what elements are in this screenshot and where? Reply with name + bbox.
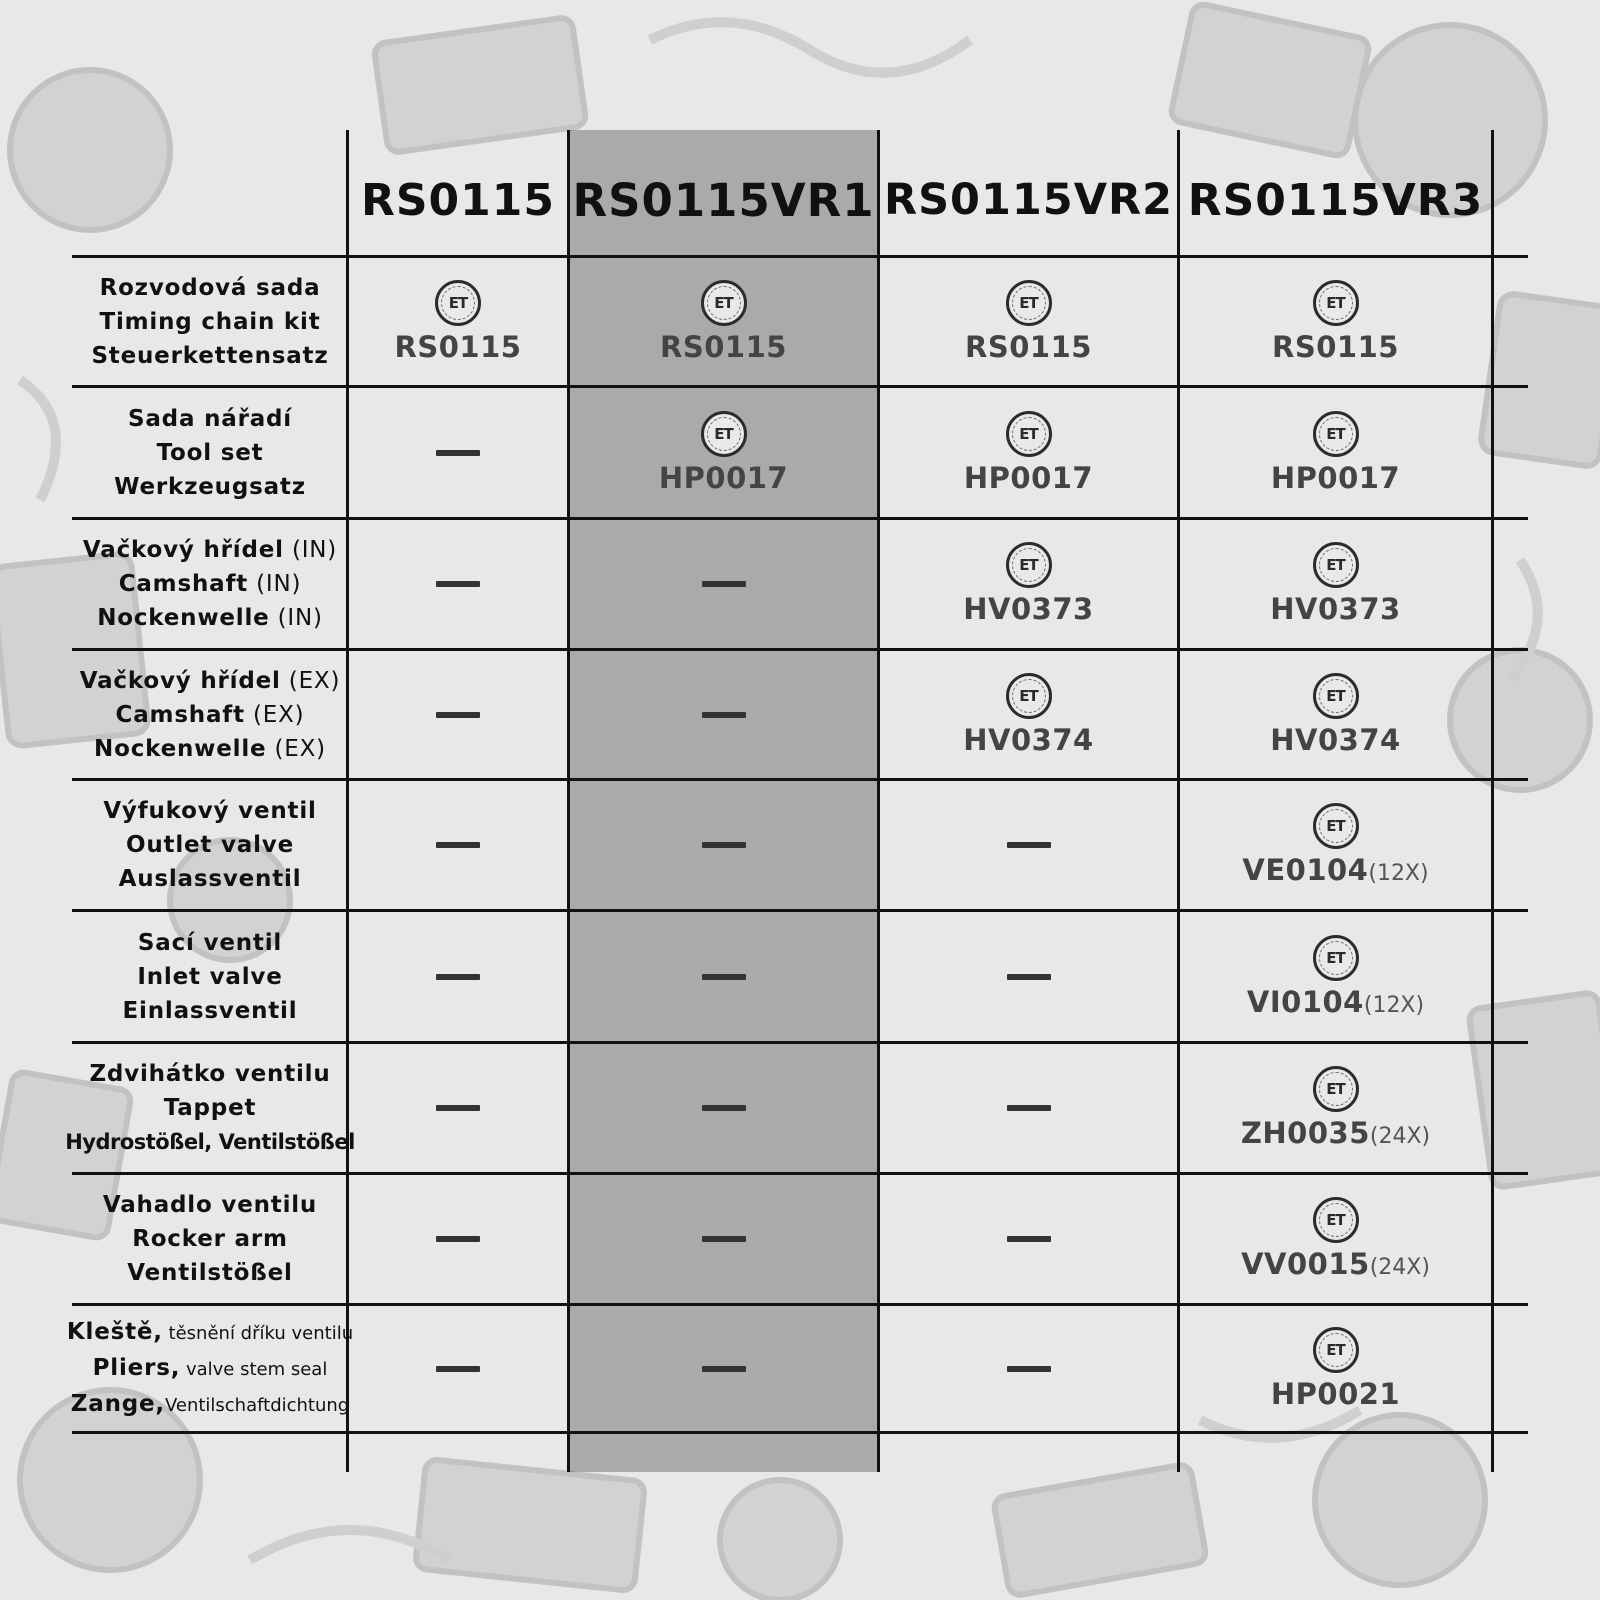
row-label-line — [132, 1222, 288, 1256]
row-label-line — [123, 994, 298, 1028]
row-label-line — [93, 1351, 328, 1387]
row-label-main: Zdvihátko ventilu — [89, 1061, 331, 1087]
row-label — [66, 1306, 354, 1431]
part-code: RS0115 — [394, 329, 522, 364]
table-cell — [570, 1044, 877, 1172]
row-label-main: Rozvodová sada — [99, 274, 321, 301]
row-label-line — [114, 470, 306, 504]
row-label-main: Kleště, — [66, 1318, 163, 1345]
table-cell — [570, 520, 877, 648]
row-label-main: Outlet valve — [126, 832, 294, 858]
not-included-dash — [1007, 1105, 1051, 1111]
table-cell — [880, 1306, 1177, 1431]
part-quantity: (24X) — [1369, 1124, 1431, 1149]
et-logo-icon: ET — [1313, 1197, 1359, 1243]
row-label-line — [103, 794, 316, 828]
table-cell — [1180, 1175, 1491, 1303]
row-label-line — [128, 402, 292, 436]
et-logo-icon: ET — [1313, 1327, 1359, 1373]
not-included-dash — [702, 712, 746, 718]
row-label-line — [65, 1125, 355, 1159]
row-label-line — [80, 664, 340, 698]
row-label — [72, 651, 348, 778]
part-code: RS0115 — [965, 329, 1092, 364]
table-cell — [570, 781, 877, 909]
row-label — [72, 781, 348, 909]
part-code: VV0015(24X) — [1241, 1247, 1430, 1281]
row-label-detail: valve stem seal — [180, 1358, 328, 1380]
table-cell — [570, 1175, 877, 1303]
table-cell — [349, 651, 567, 778]
part-code: HV0374 — [1270, 722, 1401, 757]
row-label-suffix: (EX) — [266, 735, 326, 762]
part-code: HV0374 — [963, 722, 1094, 757]
row-label-suffix: (EX) — [244, 701, 305, 728]
table-cell — [880, 651, 1177, 778]
row-label — [72, 912, 348, 1041]
part-code: HP0017 — [658, 460, 789, 495]
part-code: HV0373 — [963, 592, 1094, 626]
part-code: RS0115 — [660, 329, 787, 364]
row-label-line — [164, 1091, 257, 1125]
row-label-main: Pliers, — [92, 1354, 181, 1381]
row-label-line — [126, 828, 294, 862]
not-included-dash — [1007, 1366, 1051, 1372]
row-label-line — [100, 271, 321, 305]
table-cell — [880, 520, 1177, 648]
row-label-line — [116, 698, 305, 732]
row-label-main: Zange, — [70, 1390, 165, 1417]
column-header: RS0115VR3 — [1187, 174, 1484, 226]
row-label-detail: těsnění dříku ventilu — [162, 1322, 354, 1344]
row-label-detail: Ventilschaftdichtung — [164, 1394, 350, 1416]
table-cell — [570, 388, 877, 517]
row-label-line — [67, 1315, 353, 1351]
et-logo-icon: ET — [1006, 280, 1052, 326]
not-included-dash — [702, 581, 746, 587]
row-label-line — [103, 1188, 317, 1222]
row-label-main: Timing chain kit — [99, 308, 321, 335]
part-code: HP0021 — [1270, 1376, 1401, 1411]
not-included-dash — [702, 1366, 746, 1372]
row-label — [72, 388, 348, 517]
part-code: ZH0035(24X) — [1240, 1116, 1431, 1150]
row-label-main: Auslassventil — [118, 866, 302, 892]
et-logo-icon: ET — [1006, 673, 1052, 719]
table-cell — [570, 651, 877, 778]
not-included-dash — [436, 1366, 480, 1372]
et-logo-icon: ET — [1313, 280, 1359, 326]
row-label-main: Vačkový hřídel — [79, 667, 281, 694]
row-label-line — [127, 1256, 292, 1290]
row-label-main: Tool set — [156, 439, 264, 466]
row-label-line — [157, 436, 264, 470]
not-included-dash — [702, 1236, 746, 1242]
table-cell — [880, 388, 1177, 517]
row-label — [72, 1175, 348, 1303]
not-included-dash — [702, 842, 746, 848]
part-quantity: (12X) — [1368, 861, 1429, 886]
table-cell — [1180, 1306, 1491, 1431]
row-label-suffix: (IN) — [269, 605, 323, 631]
not-included-dash — [702, 1105, 746, 1111]
row-label-suffix: (EX) — [280, 667, 341, 694]
table-cell — [349, 388, 567, 517]
et-logo-icon: ET — [1006, 542, 1052, 588]
row-label-line — [119, 567, 302, 601]
row-label-line — [94, 732, 326, 766]
row-label-main: Einlassventil — [122, 997, 298, 1024]
et-logo-icon: ET — [1313, 1066, 1359, 1112]
et-logo-icon: ET — [1313, 542, 1359, 588]
row-label-line — [83, 533, 337, 567]
row-label-line — [99, 305, 320, 339]
row-label-main: Sada nářadí — [128, 405, 292, 432]
row-label-main: Hydrostößel, Ventilstößel — [65, 1130, 355, 1154]
table-cell — [880, 781, 1177, 909]
row-label-main: Výfukový ventil — [103, 798, 317, 824]
table-cell — [349, 258, 567, 385]
et-logo-icon: ET — [701, 280, 747, 326]
row-label-line — [97, 601, 323, 635]
part-code: VI0104(12X) — [1246, 984, 1425, 1019]
row-label-suffix: (IN) — [248, 571, 302, 597]
table-cell — [1180, 912, 1491, 1041]
et-logo-icon: ET — [1313, 935, 1359, 981]
part-code: HV0373 — [1270, 592, 1401, 626]
row-label — [72, 258, 348, 385]
table-cell — [349, 1306, 567, 1431]
table-cell — [880, 912, 1177, 1041]
not-included-dash — [702, 974, 746, 980]
table-cell — [349, 912, 567, 1041]
row-label — [72, 520, 348, 648]
row-label-main: Rocker arm — [132, 1226, 288, 1252]
row-label-main: Steuerkettensatz — [91, 342, 329, 369]
table-cell — [349, 520, 567, 648]
part-code: RS0115 — [1272, 329, 1399, 364]
part-quantity: (24X) — [1369, 1255, 1430, 1280]
not-included-dash — [436, 1236, 480, 1242]
not-included-dash — [436, 1105, 480, 1111]
row-label-line — [71, 1387, 349, 1423]
table-cell — [1180, 1044, 1491, 1172]
row-label-line — [137, 960, 282, 994]
row-label-line — [119, 862, 302, 896]
not-included-dash — [1007, 1236, 1051, 1242]
table-cell — [880, 258, 1177, 385]
row-label-main: Nockenwelle — [94, 735, 267, 762]
table-cell — [1180, 651, 1491, 778]
row-label-main: Tappet — [163, 1095, 257, 1121]
row-label-main: Camshaft — [118, 571, 249, 597]
row-label-main: Camshaft — [115, 701, 245, 728]
table-cell — [570, 912, 877, 1041]
column-header: RS0115 — [360, 174, 556, 226]
column-header: RS0115VR2 — [883, 175, 1174, 225]
grid-vline — [1491, 130, 1494, 1472]
not-included-dash — [436, 712, 480, 718]
table-cell — [880, 1044, 1177, 1172]
et-logo-icon: ET — [701, 411, 747, 457]
table-cell — [1180, 388, 1491, 517]
not-included-dash — [436, 974, 480, 980]
et-logo-icon: ET — [1313, 673, 1359, 719]
row-label-main: Inlet valve — [137, 963, 283, 990]
column-header: RS0115VR1 — [572, 173, 875, 227]
table-cell — [1180, 520, 1491, 648]
row-label-main: Sací ventil — [137, 929, 283, 956]
row-label-main: Ventilstößel — [127, 1260, 293, 1286]
not-included-dash — [436, 842, 480, 848]
part-code: HP0017 — [1270, 460, 1401, 495]
row-label-main: Werkzeugsatz — [114, 473, 306, 500]
row-label-line — [138, 926, 282, 960]
et-logo-icon: ET — [1313, 803, 1359, 849]
not-included-dash — [1007, 842, 1051, 848]
not-included-dash — [1007, 974, 1051, 980]
not-included-dash — [436, 450, 480, 456]
table-cell — [570, 1306, 877, 1431]
row-label — [65, 1044, 355, 1172]
row-label-line — [91, 339, 328, 373]
table-cell — [880, 1175, 1177, 1303]
table-cell — [570, 258, 877, 385]
not-included-dash — [436, 581, 480, 587]
table-cell — [1180, 781, 1491, 909]
row-label-main: Vačkový hřídel — [82, 537, 284, 563]
table-cell — [1180, 258, 1491, 385]
et-logo-icon: ET — [1313, 411, 1359, 457]
part-quantity: (12X) — [1363, 992, 1425, 1018]
table-cell — [349, 1175, 567, 1303]
grid-hline — [72, 1431, 1528, 1434]
table-cell — [349, 1044, 567, 1172]
row-label-line — [89, 1057, 330, 1091]
part-code: VE0104(12X) — [1242, 853, 1429, 887]
row-label-suffix: (IN) — [283, 537, 338, 563]
row-label-main: Vahadlo ventilu — [102, 1192, 318, 1218]
et-logo-icon: ET — [435, 280, 481, 326]
et-logo-icon: ET — [1006, 411, 1052, 457]
part-code: HP0017 — [963, 460, 1094, 495]
table-cell — [349, 781, 567, 909]
row-label-main: Nockenwelle — [97, 605, 270, 631]
